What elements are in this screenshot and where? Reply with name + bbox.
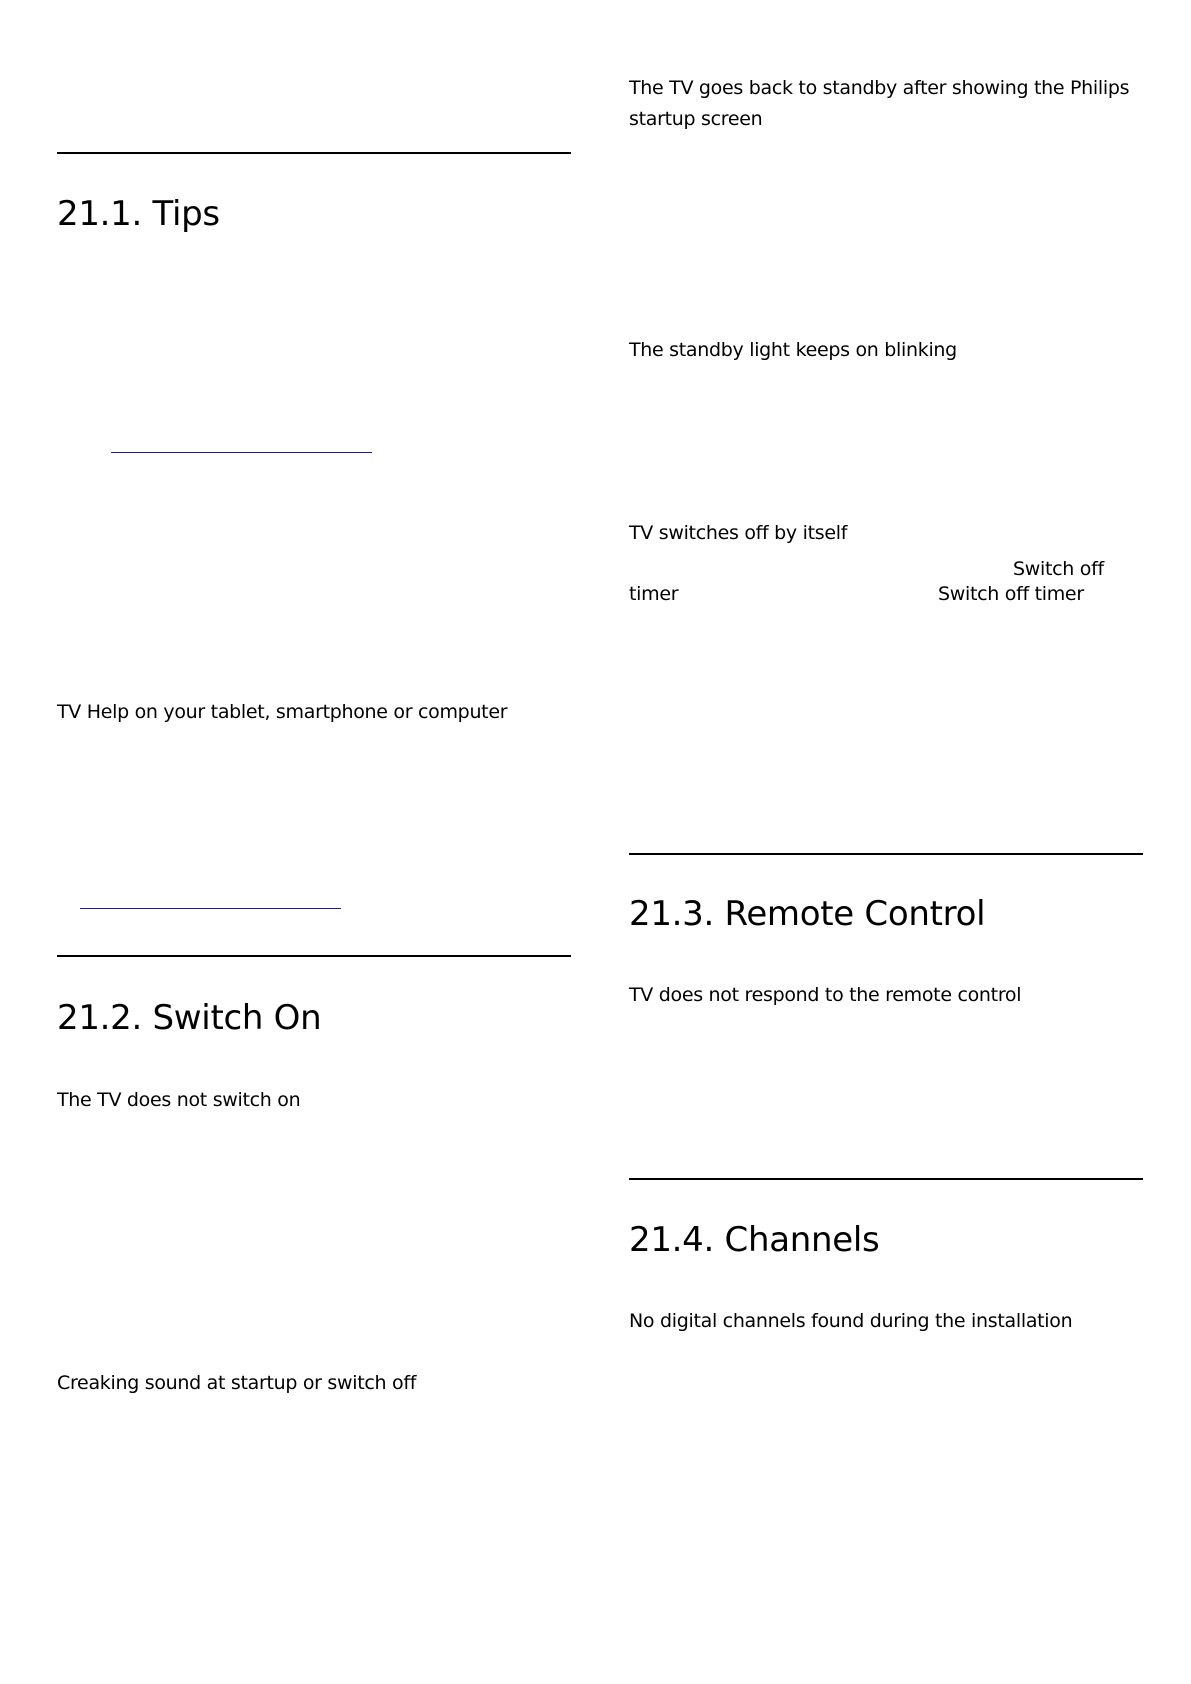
heading-switch-on: 21.2. Switch On [57,998,322,1038]
tv-help-link[interactable] [80,896,341,910]
paragraph-no-digital: No digital channels found during the installation [629,1310,1073,1332]
paragraph-not-switch-on: The TV does not switch on [57,1089,301,1111]
tv-help-link-underline [80,908,341,909]
tips-link[interactable] [111,440,372,454]
section-divider-switch-on [57,955,571,957]
paragraph-tv-help: TV Help on your tablet, smartphone or computer [57,701,508,723]
heading-tips: 21.1. Tips [57,194,220,234]
section-divider-tips [57,152,571,154]
tips-link-underline [111,452,372,453]
section-divider-channels [629,1178,1143,1180]
paragraph-no-respond: TV does not respond to the remote control [629,984,1022,1006]
switch-off-timer: Switch off timer [938,583,1084,605]
paragraph-switches-off: TV switches off by itself [629,522,848,544]
heading-channels: 21.4. Channels [629,1220,880,1260]
paragraph-standby-blink: The standby light keeps on blinking [629,339,957,361]
switch-off-fragment: Switch off [1013,558,1104,580]
section-divider-remote-control [629,853,1143,855]
paragraph-creaking: Creaking sound at startup or switch off [57,1372,417,1394]
paragraph-standby-back-2: startup screen [629,108,763,130]
paragraph-standby-back-1: The TV goes back to standby after showing the Philips [629,77,1130,99]
timer-word: timer [629,583,679,605]
heading-remote-control: 21.3. Remote Control [629,894,986,934]
